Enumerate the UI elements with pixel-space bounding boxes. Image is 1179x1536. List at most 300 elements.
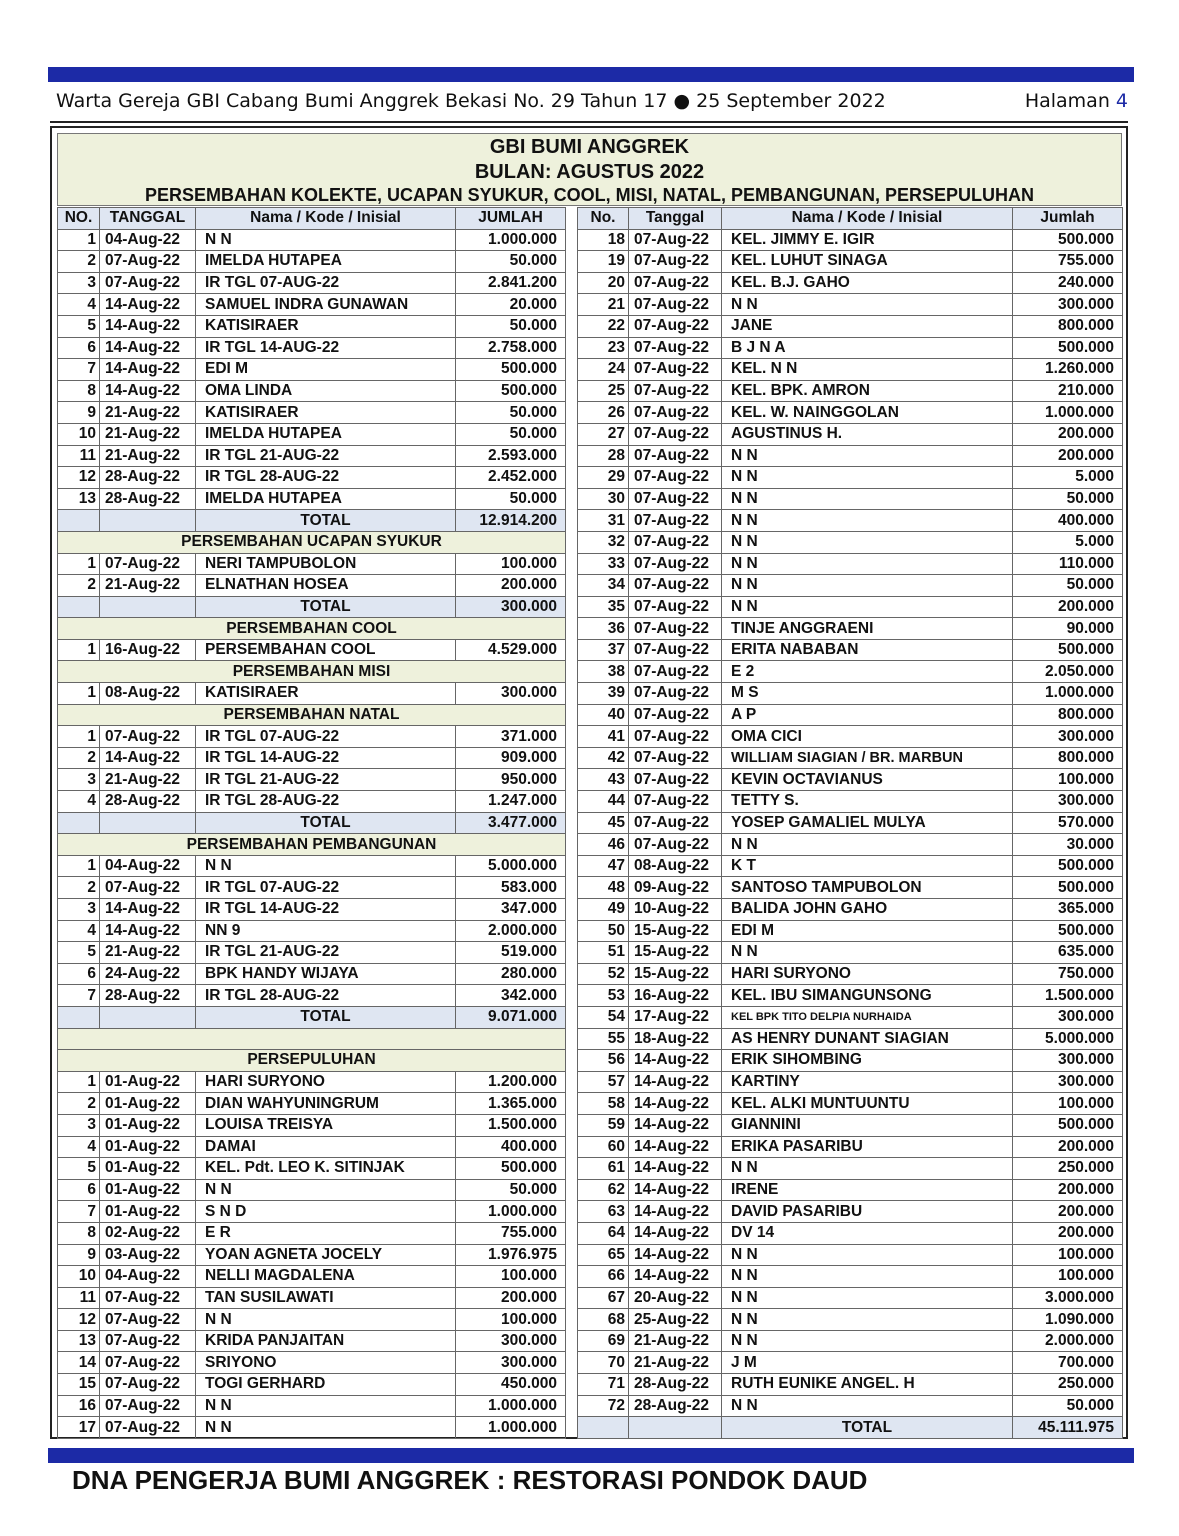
row-number: 7 <box>58 359 100 381</box>
row-number: 62 <box>578 1179 629 1201</box>
row-name: YOAN AGNETA JOCELY <box>196 1244 456 1266</box>
table-row <box>58 791 566 813</box>
table-row <box>578 1006 1123 1028</box>
row-date: 07-Aug-22 <box>629 769 722 791</box>
row-amount: 1.247.000 <box>456 791 566 813</box>
row-name: NERI TAMPUBOLON <box>196 553 456 575</box>
table-row <box>58 402 566 424</box>
row-date: 15-Aug-22 <box>629 942 722 964</box>
row-date: 07-Aug-22 <box>100 272 196 294</box>
row-number: 11 <box>58 1287 100 1309</box>
row-amount: 210.000 <box>1013 380 1123 402</box>
section-title: PERSEMBAHAN UCAPAN SYUKUR <box>58 531 566 553</box>
row-name: KEL BPK TITO DELPIA NURHAIDA <box>722 1006 1013 1028</box>
row-amount: 583.000 <box>456 877 566 899</box>
table-row <box>578 834 1123 856</box>
row-name: N N <box>722 596 1013 618</box>
row-date: 01-Aug-22 <box>100 1158 196 1180</box>
row-name: IMELDA HUTAPEA <box>196 488 456 510</box>
row-date: 07-Aug-22 <box>629 704 722 726</box>
row-date: 07-Aug-22 <box>100 251 196 273</box>
page-label: Halaman <box>1024 90 1116 112</box>
row-date: 07-Aug-22 <box>629 510 722 532</box>
table-row <box>578 1093 1123 1115</box>
row-date: 14-Aug-22 <box>100 920 196 942</box>
row-number: 71 <box>578 1374 629 1396</box>
row-name: KEL. IBU SIMANGUNSONG <box>722 985 1013 1007</box>
table-row <box>578 1201 1123 1223</box>
spacer-row <box>58 1028 566 1050</box>
row-number: 8 <box>58 380 100 402</box>
row-date: 07-Aug-22 <box>629 553 722 575</box>
table-row <box>58 1158 566 1180</box>
row-date: 14-Aug-22 <box>100 315 196 337</box>
row-name: BPK HANDY WIJAYA <box>196 963 456 985</box>
row-date: 08-Aug-22 <box>100 683 196 705</box>
row-number: 20 <box>578 272 629 294</box>
total-empty-cell <box>58 596 100 618</box>
table-row <box>58 1395 566 1417</box>
row-name: ERIKA PASARIBU <box>722 1136 1013 1158</box>
table-row <box>58 1244 566 1266</box>
table-row <box>58 1287 566 1309</box>
row-number: 10 <box>58 1266 100 1288</box>
row-name: IR TGL 28-AUG-22 <box>196 791 456 813</box>
row-number: 51 <box>578 942 629 964</box>
row-amount: 5.000 <box>1013 531 1123 553</box>
table-row <box>578 380 1123 402</box>
row-amount: 100.000 <box>456 1266 566 1288</box>
row-name: WILLIAM SIAGIAN / BR. MARBUN <box>722 747 1013 769</box>
row-amount: 3.000.000 <box>1013 1287 1123 1309</box>
row-number: 56 <box>578 1050 629 1072</box>
table-row <box>578 359 1123 381</box>
row-amount: 347.000 <box>456 899 566 921</box>
row-number: 50 <box>578 920 629 942</box>
table-row <box>578 1222 1123 1244</box>
row-amount: 500.000 <box>1013 229 1123 251</box>
row-amount: 300.000 <box>456 683 566 705</box>
table-row <box>58 985 566 1007</box>
table-row <box>58 1352 566 1374</box>
row-name: TAN SUSILAWATI <box>196 1287 456 1309</box>
row-date: 07-Aug-22 <box>629 812 722 834</box>
row-name: RUTH EUNIKE ANGEL. H <box>722 1374 1013 1396</box>
total-amount: 3.477.000 <box>456 812 566 834</box>
row-name: JANE <box>722 315 1013 337</box>
row-date: 20-Aug-22 <box>629 1287 722 1309</box>
row-date: 07-Aug-22 <box>629 618 722 640</box>
total-label: TOTAL <box>196 510 456 532</box>
row-name: KRIDA PANJAITAN <box>196 1330 456 1352</box>
row-number: 36 <box>578 618 629 640</box>
table-row <box>578 1395 1123 1417</box>
table-row <box>58 747 566 769</box>
column-header: NO. <box>58 208 100 230</box>
row-date: 25-Aug-22 <box>629 1309 722 1331</box>
row-date: 07-Aug-22 <box>100 877 196 899</box>
table-row <box>58 575 566 597</box>
table-row <box>58 1222 566 1244</box>
row-number: 54 <box>578 1006 629 1028</box>
table-row <box>578 553 1123 575</box>
row-date: 07-Aug-22 <box>100 1330 196 1352</box>
table-row <box>578 899 1123 921</box>
row-number: 7 <box>58 985 100 1007</box>
row-date: 16-Aug-22 <box>100 639 196 661</box>
row-amount: 200.000 <box>1013 445 1123 467</box>
row-date: 01-Aug-22 <box>100 1114 196 1136</box>
row-date: 04-Aug-22 <box>100 855 196 877</box>
table-row <box>578 1071 1123 1093</box>
table-row <box>58 769 566 791</box>
row-number: 9 <box>58 1244 100 1266</box>
row-amount: 2.000.000 <box>1013 1330 1123 1352</box>
row-date: 01-Aug-22 <box>100 1093 196 1115</box>
row-date: 21-Aug-22 <box>629 1352 722 1374</box>
total-label: TOTAL <box>196 1006 456 1028</box>
row-date: 14-Aug-22 <box>100 899 196 921</box>
row-amount: 50.000 <box>1013 488 1123 510</box>
row-amount: 500.000 <box>1013 639 1123 661</box>
row-amount: 1.000.000 <box>1013 402 1123 424</box>
table-row <box>58 855 566 877</box>
row-amount: 1.976.975 <box>456 1244 566 1266</box>
row-number: 69 <box>578 1330 629 1352</box>
row-amount: 2.758.000 <box>456 337 566 359</box>
total-empty-cell <box>100 596 196 618</box>
row-date: 14-Aug-22 <box>629 1114 722 1136</box>
row-name: N N <box>722 1395 1013 1417</box>
row-name: DIAN WAHYUNINGRUM <box>196 1093 456 1115</box>
row-number: 11 <box>58 445 100 467</box>
row-name: KATISIRAER <box>196 315 456 337</box>
table-row <box>578 1028 1123 1050</box>
row-number: 10 <box>58 423 100 445</box>
row-date: 08-Aug-22 <box>629 855 722 877</box>
section-header-row <box>58 531 566 553</box>
row-amount: 90.000 <box>1013 618 1123 640</box>
row-name: B J N A <box>722 337 1013 359</box>
row-name: IR TGL 14-AUG-22 <box>196 337 456 359</box>
row-date: 07-Aug-22 <box>629 380 722 402</box>
table-row <box>58 423 566 445</box>
row-name: KEVIN OCTAVIANUS <box>722 769 1013 791</box>
header-row <box>58 208 566 230</box>
row-amount: 4.529.000 <box>456 639 566 661</box>
row-date: 14-Aug-22 <box>629 1244 722 1266</box>
row-number: 64 <box>578 1222 629 1244</box>
row-name: DAMAI <box>196 1136 456 1158</box>
row-date: 21-Aug-22 <box>100 445 196 467</box>
row-name: IR TGL 28-AUG-22 <box>196 985 456 1007</box>
table-row <box>578 769 1123 791</box>
table-row <box>58 1330 566 1352</box>
table-row <box>58 1266 566 1288</box>
table-row <box>578 1114 1123 1136</box>
row-date: 01-Aug-22 <box>100 1136 196 1158</box>
row-amount: 342.000 <box>456 985 566 1007</box>
table-row <box>58 272 566 294</box>
row-date: 04-Aug-22 <box>100 229 196 251</box>
row-amount: 110.000 <box>1013 553 1123 575</box>
row-name: TINJE ANGGRAENI <box>722 618 1013 640</box>
table-row <box>58 1417 566 1439</box>
row-name: N N <box>722 1244 1013 1266</box>
row-date: 14-Aug-22 <box>100 747 196 769</box>
table-row <box>578 596 1123 618</box>
row-number: 2 <box>58 877 100 899</box>
row-name: KEL. BPK. AMRON <box>722 380 1013 402</box>
row-name: N N <box>196 1309 456 1331</box>
table-row <box>578 920 1123 942</box>
row-number: 42 <box>578 747 629 769</box>
row-date: 07-Aug-22 <box>629 747 722 769</box>
row-name: KEL. Pdt. LEO K. SITINJAK <box>196 1158 456 1180</box>
row-date: 07-Aug-22 <box>629 315 722 337</box>
row-name: KEL. N N <box>722 359 1013 381</box>
row-name: IR TGL 21-AUG-22 <box>196 445 456 467</box>
total-label: TOTAL <box>196 596 456 618</box>
row-name: KEL. JIMMY E. IGIR <box>722 229 1013 251</box>
table-row <box>578 229 1123 251</box>
table-row <box>578 467 1123 489</box>
row-number: 1 <box>58 639 100 661</box>
row-number: 37 <box>578 639 629 661</box>
table-row <box>578 575 1123 597</box>
row-name: BALIDA JOHN GAHO <box>722 899 1013 921</box>
row-amount: 2.050.000 <box>1013 661 1123 683</box>
row-date: 07-Aug-22 <box>629 445 722 467</box>
row-name: TOGI GERHARD <box>196 1374 456 1396</box>
row-amount: 280.000 <box>456 963 566 985</box>
row-name: IR TGL 21-AUG-22 <box>196 769 456 791</box>
table-row <box>58 1136 566 1158</box>
section-header-row <box>58 1050 566 1072</box>
row-amount: 5.000.000 <box>456 855 566 877</box>
row-number: 3 <box>58 272 100 294</box>
row-date: 14-Aug-22 <box>629 1222 722 1244</box>
table-row <box>578 1374 1123 1396</box>
row-number: 40 <box>578 704 629 726</box>
total-empty-cell <box>100 812 196 834</box>
row-name: AS HENRY DUNANT SIAGIAN <box>722 1028 1013 1050</box>
row-date: 14-Aug-22 <box>629 1201 722 1223</box>
row-name: N N <box>722 942 1013 964</box>
row-number: 5 <box>58 942 100 964</box>
table-row <box>578 618 1123 640</box>
table-row <box>578 877 1123 899</box>
row-amount: 1.000.000 <box>456 229 566 251</box>
row-number: 6 <box>58 963 100 985</box>
table-row <box>578 445 1123 467</box>
section-header-row <box>58 661 566 683</box>
section-title: PERSEMBAHAN COOL <box>58 618 566 640</box>
row-amount: 2.000.000 <box>456 920 566 942</box>
row-amount: 950.000 <box>456 769 566 791</box>
row-number: 6 <box>58 1179 100 1201</box>
table-row <box>58 553 566 575</box>
row-name: HARI SURYONO <box>722 963 1013 985</box>
table-row <box>578 942 1123 964</box>
table-row <box>58 315 566 337</box>
row-amount: 100.000 <box>1013 1266 1123 1288</box>
left-offering-table <box>57 207 566 1439</box>
row-date: 07-Aug-22 <box>100 1417 196 1439</box>
row-number: 63 <box>578 1201 629 1223</box>
row-amount: 365.000 <box>1013 899 1123 921</box>
report-month: BULAN: AGUSTUS 2022 <box>474 161 705 183</box>
row-name: N N <box>722 834 1013 856</box>
row-number: 1 <box>58 1071 100 1093</box>
row-date: 07-Aug-22 <box>629 337 722 359</box>
total-empty-cell <box>58 812 100 834</box>
row-name: IR TGL 14-AUG-22 <box>196 747 456 769</box>
column-header: TANGGAL <box>100 208 196 230</box>
row-amount: 800.000 <box>1013 704 1123 726</box>
row-number: 41 <box>578 726 629 748</box>
row-number: 72 <box>578 1395 629 1417</box>
row-number: 6 <box>58 337 100 359</box>
row-amount: 300.000 <box>1013 791 1123 813</box>
row-date: 07-Aug-22 <box>629 272 722 294</box>
row-name: LOUISA TREISYA <box>196 1114 456 1136</box>
row-amount: 300.000 <box>1013 726 1123 748</box>
right-tithe-table <box>577 207 1123 1439</box>
row-amount: 50.000 <box>1013 1395 1123 1417</box>
row-name: N N <box>722 294 1013 316</box>
row-date: 07-Aug-22 <box>100 553 196 575</box>
total-empty-cell <box>58 510 100 532</box>
total-row <box>58 812 566 834</box>
row-date: 07-Aug-22 <box>100 1287 196 1309</box>
row-date: 07-Aug-22 <box>100 726 196 748</box>
row-number: 66 <box>578 1266 629 1288</box>
row-date: 14-Aug-22 <box>629 1093 722 1115</box>
table-row <box>58 639 566 661</box>
row-amount: 200.000 <box>456 575 566 597</box>
total-empty-cell <box>100 1006 196 1028</box>
row-amount: 1.260.000 <box>1013 359 1123 381</box>
section-title: PERSEMBAHAN PEMBANGUNAN <box>58 834 566 856</box>
row-name: ERIK SIHOMBING <box>722 1050 1013 1072</box>
row-amount: 500.000 <box>456 1158 566 1180</box>
table-row <box>58 1374 566 1396</box>
row-number: 27 <box>578 423 629 445</box>
row-amount: 909.000 <box>456 747 566 769</box>
row-number: 14 <box>58 1352 100 1374</box>
total-empty-cell <box>58 1006 100 1028</box>
row-name: IR TGL 07-AUG-22 <box>196 726 456 748</box>
row-amount: 800.000 <box>1013 747 1123 769</box>
row-name: N N <box>722 1309 1013 1331</box>
row-number: 25 <box>578 380 629 402</box>
row-date: 21-Aug-22 <box>629 1330 722 1352</box>
column-header: No. <box>578 208 629 230</box>
table-row <box>58 488 566 510</box>
row-date: 24-Aug-22 <box>100 963 196 985</box>
table-row <box>578 1287 1123 1309</box>
row-number: 17 <box>58 1417 100 1439</box>
header-row <box>578 208 1123 230</box>
row-amount: 1.365.000 <box>456 1093 566 1115</box>
row-date: 14-Aug-22 <box>629 1179 722 1201</box>
table-row <box>578 531 1123 553</box>
row-amount: 200.000 <box>1013 1201 1123 1223</box>
row-amount: 1.500.000 <box>1013 985 1123 1007</box>
row-amount: 200.000 <box>1013 1179 1123 1201</box>
row-date: 14-Aug-22 <box>100 359 196 381</box>
row-amount: 1.000.000 <box>1013 683 1123 705</box>
table-row <box>58 1201 566 1223</box>
table-row <box>578 812 1123 834</box>
row-date: 14-Aug-22 <box>629 1266 722 1288</box>
row-number: 2 <box>58 747 100 769</box>
row-date: 21-Aug-22 <box>100 402 196 424</box>
table-row <box>578 1309 1123 1331</box>
row-date: 07-Aug-22 <box>629 359 722 381</box>
row-date: 14-Aug-22 <box>100 294 196 316</box>
row-amount: 300.000 <box>1013 1006 1123 1028</box>
row-number: 1 <box>58 683 100 705</box>
row-name: DAVID PASARIBU <box>722 1201 1013 1223</box>
column-header: JUMLAH <box>456 208 566 230</box>
row-amount: 240.000 <box>1013 272 1123 294</box>
row-number: 18 <box>578 229 629 251</box>
row-number: 22 <box>578 315 629 337</box>
table-row <box>58 899 566 921</box>
row-number: 60 <box>578 1136 629 1158</box>
row-amount: 1.000.000 <box>456 1395 566 1417</box>
row-amount: 100.000 <box>456 553 566 575</box>
table-row <box>578 747 1123 769</box>
table-row <box>578 1266 1123 1288</box>
page-indicator <box>1025 90 1128 112</box>
row-amount: 300.000 <box>1013 1050 1123 1072</box>
row-date: 14-Aug-22 <box>100 380 196 402</box>
row-date: 07-Aug-22 <box>629 791 722 813</box>
row-number: 55 <box>578 1028 629 1050</box>
row-name: N N <box>722 531 1013 553</box>
row-amount: 2.593.000 <box>456 445 566 467</box>
row-date: 07-Aug-22 <box>629 229 722 251</box>
table-row <box>58 359 566 381</box>
row-name: OMA LINDA <box>196 380 456 402</box>
row-number: 53 <box>578 985 629 1007</box>
row-date: 07-Aug-22 <box>629 639 722 661</box>
row-amount: 700.000 <box>1013 1352 1123 1374</box>
row-name: IR TGL 21-AUG-22 <box>196 942 456 964</box>
table-row <box>578 315 1123 337</box>
table-row <box>58 467 566 489</box>
row-number: 59 <box>578 1114 629 1136</box>
row-name: NN 9 <box>196 920 456 942</box>
row-name: TETTY S. <box>722 791 1013 813</box>
row-name: NELLI MAGDALENA <box>196 1266 456 1288</box>
table-row <box>578 272 1123 294</box>
row-date: 07-Aug-22 <box>629 402 722 424</box>
row-amount: 635.000 <box>1013 942 1123 964</box>
column-header: Tanggal <box>629 208 722 230</box>
row-name: N N <box>196 855 456 877</box>
row-date: 04-Aug-22 <box>100 1266 196 1288</box>
row-date: 28-Aug-22 <box>629 1395 722 1417</box>
row-name: IRENE <box>722 1179 1013 1201</box>
total-row <box>58 596 566 618</box>
row-amount: 250.000 <box>1013 1158 1123 1180</box>
table-row <box>58 920 566 942</box>
row-number: 52 <box>578 963 629 985</box>
